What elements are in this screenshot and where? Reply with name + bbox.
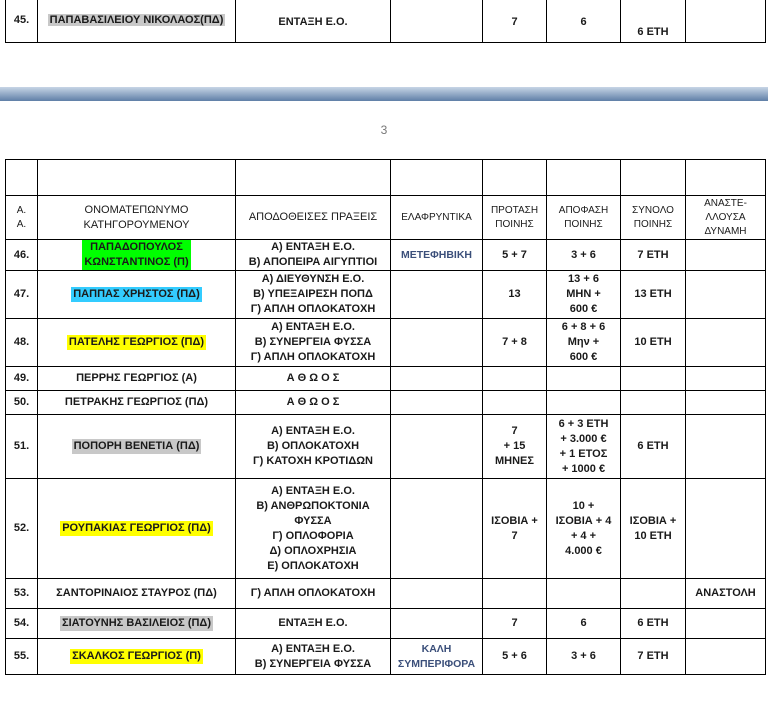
decided-penalty-line: 13 + 6	[568, 273, 599, 285]
total-penalty-cell	[621, 579, 686, 609]
proposed-penalty-cell	[483, 271, 547, 319]
total-penalty-line: ΙΣΟΒΙΑ +	[629, 514, 677, 527]
suspension-cell	[686, 0, 766, 43]
mitigation-cell	[391, 609, 483, 639]
decided-penalty-cell	[547, 271, 621, 319]
row-number-line: 49.	[13, 372, 30, 384]
acts-line: Β) ΑΠΟΠΕΙΡΑ ΑΙΓΥΠΤΙΟΙ	[248, 256, 378, 268]
mitigation-cell	[391, 579, 483, 609]
decided-penalty-line: Μην +	[567, 336, 600, 348]
row-number-cell	[6, 415, 38, 479]
header-name	[38, 196, 236, 240]
proposed-penalty-cell	[483, 579, 547, 609]
decided-penalty-line: 600 €	[569, 351, 598, 363]
decided-penalty-line: + 3.000 €	[560, 432, 607, 445]
mitigation-cell	[391, 240, 483, 271]
header-text: ΕΛΑΦΡΥΝΤΙΚΑ	[401, 211, 472, 223]
proposed-penalty-line: 5 + 6	[502, 650, 527, 662]
acts-line: Α) ΕΝΤΑΞΗ Ε.Ο.	[271, 241, 355, 253]
table-spacer-row	[6, 160, 766, 196]
acts-line: Γ) ΑΠΛΗ ΟΠΛΟΚΑΤΟΧΗ	[250, 303, 376, 315]
defendant-name: ΣΙΑΤΟΥΝΗΣ ΒΑΣΙΛΕΙΟΣ (ΠΔ)	[61, 617, 211, 629]
proposed-penalty-cell	[483, 639, 547, 675]
acts-line: Β) ΟΠΛΟΚΑΤΟΧΗ	[266, 440, 360, 452]
mitigation-line: ΣΥΜΠΕΡΙΦΟΡΑ	[397, 657, 476, 670]
defendant-name: ΠΑΤΕΛΗΣ ΓΕΩΡΓΙΟΣ (ΠΔ)	[68, 336, 205, 348]
defendant-name-cell	[38, 415, 236, 479]
total-penalty-line: 13 ΕΤΗ	[634, 288, 672, 300]
acts-cell	[236, 240, 391, 271]
proposed-penalty-line: 7	[511, 617, 518, 629]
table-row	[6, 240, 766, 271]
header-proposed-penalty	[483, 196, 547, 240]
defendant-name-cell	[38, 609, 236, 639]
header-text: ΠΡΟΤΑΣΗ	[490, 204, 539, 216]
defendant-name-cell	[38, 579, 236, 609]
suspension-cell	[686, 415, 766, 479]
acts-line: Β) ΑΝΘΡΩΠΟΚΤΟΝΙΑ	[256, 499, 370, 512]
header-number	[6, 196, 38, 240]
acts-cell	[236, 609, 391, 639]
acts-line: ΕΝΤΑΞΗ Ε.Ο.	[278, 617, 348, 629]
suspension-cell	[686, 319, 766, 367]
header-text: ΑΝΑΣΤΕ-	[704, 197, 747, 209]
decided-penalty-line: 6 + 8 + 6	[561, 321, 606, 333]
defendant-name: ΣΑΝΤΟΡΙΝΑΙΟΣ ΣΤΑΥΡΟΣ (ΠΔ)	[56, 587, 217, 599]
suspension-line: ΑΝΑΣΤΟΛΗ	[695, 587, 756, 599]
decided-penalty-cell	[547, 240, 621, 271]
decided-penalty-cell	[547, 415, 621, 479]
page-number: 3	[380, 123, 388, 137]
defendant-name: ΠΟΠΟΡΗ ΒΕΝΕΤΙΑ (ΠΔ)	[73, 440, 200, 452]
row-number-line: 53.	[13, 587, 30, 599]
header-text: ΠΟΙΝΗΣ	[564, 218, 603, 230]
acts-line: Β) ΣΥΝΕΡΓΕΙΑ ΦΥΣΣΑ	[254, 657, 372, 670]
suspension-cell	[686, 391, 766, 415]
acts-cell	[236, 391, 391, 415]
total-penalty-cell	[621, 240, 686, 271]
defendant-name: ΠΑΠΠΑΣ ΧΡΗΣΤΟΣ (ΠΔ)	[73, 288, 200, 300]
header-text: ΑΠΟΔΟΘΕΙΣΕΣ ΠΡΑΞΕΙΣ	[248, 211, 378, 223]
acts-line: Α) ΔΙΕΥΘΥΝΣΗ Ε.Ο.	[261, 273, 365, 285]
suspension-cell	[686, 479, 766, 579]
row-number-line: 48.	[13, 336, 30, 348]
defendant-name-cell	[38, 240, 236, 271]
table-row	[6, 367, 766, 391]
proposed-penalty-line: 7 + 8	[502, 336, 527, 348]
acts-cell	[236, 367, 391, 391]
total-penalty-line: 10 ΕΤΗ	[634, 336, 672, 348]
row-number-line: 50.	[13, 396, 30, 408]
acts-line: Α Θ Ω Ο Σ	[286, 372, 340, 384]
decided-penalty-line: + 1000 €	[561, 462, 606, 475]
decided-penalty-line: ΙΣΟΒΙΑ + 4	[555, 514, 612, 527]
empty-cell	[38, 160, 236, 196]
mitigation-cell	[391, 639, 483, 675]
proposed-penalty-line: 7	[511, 529, 518, 542]
acts-line: Ε) ΟΠΛΟΚΑΤΟΧΗ	[267, 559, 359, 572]
table-row	[6, 579, 766, 609]
header-text: ΑΠΟΦΑΣΗ	[558, 204, 609, 216]
total-penalty-cell	[621, 415, 686, 479]
defendants-table	[5, 159, 766, 675]
empty-cell	[236, 160, 391, 196]
defendant-name-cell	[38, 0, 236, 43]
acts-line: Γ) ΚΑΤΟΧΗ ΚΡΟΤΙΔΩΝ	[252, 455, 373, 467]
mitigation-cell	[391, 0, 483, 43]
header-text: ΠΟΙΝΗΣ	[633, 218, 673, 230]
defendant-name: ΠΕΤΡΑΚΗΣ ΓΕΩΡΓΙΟΣ (ΠΔ)	[64, 396, 209, 408]
total-penalty-line: 6 ΕΤΗ	[637, 617, 669, 629]
total-penalty-cell	[621, 271, 686, 319]
total-penalty-cell	[621, 609, 686, 639]
total-penalty-cell	[621, 367, 686, 391]
table-row	[6, 0, 766, 43]
header-mitigation	[391, 196, 483, 240]
header-total-penalty	[621, 196, 686, 240]
decided-penalty-line: 3 + 6	[571, 248, 596, 261]
row-number-cell	[6, 639, 38, 675]
defendant-name-cell	[38, 271, 236, 319]
row-number-cell	[6, 391, 38, 415]
defendant-name: ΠΑΠΑΒΑΣΙΛΕΙΟΥ ΝΙΚΟΛΑΟΣ(ΠΔ)	[49, 14, 224, 26]
header-text: Α.	[16, 218, 27, 230]
row-number-cell	[6, 271, 38, 319]
proposed-penalty-line: 7	[511, 425, 518, 437]
table-row	[6, 479, 766, 579]
acts-line: Γ) ΑΠΛΗ ΟΠΛΟΚΑΤΟΧΗ	[250, 587, 376, 599]
empty-cell	[621, 160, 686, 196]
decided-penalty-line: 4.000 €	[565, 544, 602, 557]
acts-line: Γ) ΟΠΛΟΦΟΡΙΑ	[272, 529, 354, 542]
empty-cell	[6, 160, 38, 196]
empty-cell	[686, 160, 766, 196]
decided-penalty-cell	[547, 579, 621, 609]
mitigation-line: ΜΕΤΕΦΗΒΙΚΗ	[400, 248, 473, 261]
row-number: 45.	[6, 0, 38, 43]
mitigation-cell	[391, 319, 483, 367]
proposed-penalty-line: ΜΗΝΕΣ	[495, 455, 534, 467]
row-number-line: 51.	[13, 440, 30, 452]
total-penalty-cell	[621, 0, 686, 43]
acts-line: Β) ΣΥΝΕΡΓΕΙΑ ΦΥΣΣΑ	[254, 336, 372, 348]
total-penalty-cell	[621, 319, 686, 367]
empty-cell	[547, 160, 621, 196]
decided-penalty-line: 6 + 3 ΕΤΗ	[558, 417, 609, 430]
row-number-line: 55.	[13, 650, 30, 662]
header-suspension	[686, 196, 766, 240]
defendant-name: ΠΑΠΑΔΟΠΟΥΛΟΣ ΚΩΝΣΤΑΝΤΙΝΟΣ (Π)	[84, 241, 189, 268]
table-body	[6, 240, 766, 675]
header-acts	[236, 196, 391, 240]
mitigation-cell	[391, 367, 483, 391]
header-text: ΔΥΝΑΜΗ	[704, 225, 747, 237]
mitigation-cell	[391, 271, 483, 319]
suspension-cell	[686, 579, 766, 609]
previous-page-table	[5, 0, 766, 43]
header-text: ΟΝΟΜΑΤΕΠΩΝΥΜΟ	[84, 203, 189, 216]
proposed-penalty-cell	[483, 240, 547, 271]
acts-line: Γ) ΑΠΛΗ ΟΠΛΟΚΑΤΟΧΗ	[250, 351, 376, 363]
proposed-penalty: 7	[511, 16, 518, 28]
defendant-name: ΠΕΡΡΗΣ ΓΕΩΡΓΙΟΣ (Α)	[76, 372, 197, 384]
table-row	[6, 271, 766, 319]
acts-line: ΦΥΣΣΑ	[294, 514, 332, 527]
header-decided-penalty	[547, 196, 621, 240]
decided-penalty-cell	[547, 391, 621, 415]
acts-line: Β) ΥΠΕΞΑΙΡΕΣΗ ΠΟΠΔ	[253, 288, 373, 300]
row-number-line: 47.	[13, 288, 30, 300]
decided-penalty-cell	[547, 0, 621, 43]
row-number-line: 52.	[13, 522, 30, 534]
table-row	[6, 609, 766, 639]
proposed-penalty-cell	[483, 609, 547, 639]
row-number-cell	[6, 367, 38, 391]
acts-line: Α) ΕΝΤΑΞΗ Ε.Ο.	[271, 642, 355, 655]
proposed-penalty-line: 13	[508, 288, 521, 300]
acts-line: Α) ΕΝΤΑΞΗ Ε.Ο.	[271, 484, 355, 497]
defendant-name-cell	[38, 479, 236, 579]
total-penalty-cell	[621, 479, 686, 579]
acts-line: Α) ΕΝΤΑΞΗ Ε.Ο.	[271, 321, 355, 333]
row-number-cell	[6, 319, 38, 367]
decided-penalty: 6	[580, 16, 587, 28]
proposed-penalty-cell	[483, 319, 547, 367]
acts-line: Δ) ΟΠΛΟΧΡΗΣΙΑ	[269, 544, 357, 557]
suspension-cell	[686, 367, 766, 391]
decided-penalty-cell	[547, 609, 621, 639]
decided-penalty-line: ΜΗΝ +	[566, 288, 601, 300]
total-penalty-cell	[621, 391, 686, 415]
header-text: ΛΛΟΥΣΑ	[705, 211, 746, 223]
proposed-penalty-cell	[483, 367, 547, 391]
row-number-line: 54.	[13, 617, 30, 629]
acts-cell	[236, 0, 391, 43]
acts-cell	[236, 579, 391, 609]
total-penalty-line: 6 ΕΤΗ	[637, 440, 669, 452]
acts-line: Α) ΕΝΤΑΞΗ Ε.Ο.	[271, 425, 355, 437]
acts-cell	[236, 271, 391, 319]
decided-penalty-line: + 1 ΕΤΟΣ	[559, 447, 608, 460]
empty-cell	[391, 160, 483, 196]
suspension-cell	[686, 609, 766, 639]
defendant-name-cell	[38, 639, 236, 675]
row-number-cell	[6, 609, 38, 639]
decided-penalty-line: 3 + 6	[571, 650, 596, 662]
table-row	[6, 415, 766, 479]
table-row	[6, 639, 766, 675]
total-penalty-line: 7 ΕΤΗ	[637, 650, 669, 662]
row-number-line: 46.	[13, 248, 30, 261]
header-text: ΣΥΝΟΛΟ	[632, 204, 674, 216]
row-number-cell	[6, 240, 38, 271]
proposed-penalty-cell	[483, 415, 547, 479]
total-penalty-line: 7 ΕΤΗ	[637, 248, 669, 261]
empty-cell	[483, 160, 547, 196]
decided-penalty-cell	[547, 367, 621, 391]
proposed-penalty-line: + 15	[503, 440, 526, 452]
table-header-row	[6, 196, 766, 240]
header-text: ΠΟΙΝΗΣ	[495, 218, 534, 230]
header-text: Α.	[16, 204, 27, 216]
proposed-penalty-line: 5 + 7	[502, 248, 527, 261]
proposed-penalty-line: ΙΣΟΒΙΑ +	[491, 514, 538, 527]
decided-penalty-line: 10 +	[572, 499, 595, 512]
table-row	[6, 391, 766, 415]
table-row	[6, 319, 766, 367]
proposed-penalty-cell	[483, 391, 547, 415]
proposed-penalty-cell	[483, 0, 547, 43]
acts-line: Α Θ Ω Ο Σ	[286, 396, 340, 408]
decided-penalty-cell	[547, 639, 621, 675]
mitigation-line: ΚΑΛΗ	[421, 642, 452, 655]
page-break-bar	[0, 87, 768, 101]
defendant-name: ΡΟΥΠΑΚΙΑΣ ΓΕΩΡΓΙΟΣ (ΠΔ)	[62, 522, 211, 534]
decided-penalty-line: + 4 +	[570, 529, 597, 542]
mitigation-cell	[391, 415, 483, 479]
acts-text: ΕΝΤΑΞΗ Ε.Ο.	[278, 16, 348, 28]
row-number-cell	[6, 579, 38, 609]
mitigation-cell	[391, 479, 483, 579]
suspension-cell	[686, 639, 766, 675]
header-text: ΚΑΤΗΓΟΡΟΥΜΕΝΟΥ	[83, 218, 190, 231]
total-penalty-cell	[621, 639, 686, 675]
defendant-name-cell	[38, 367, 236, 391]
acts-cell	[236, 479, 391, 579]
proposed-penalty-cell	[483, 479, 547, 579]
decided-penalty-cell	[547, 479, 621, 579]
decided-penalty-line: 600 €	[569, 303, 598, 315]
total-penalty: 6 ΕΤΗ	[637, 26, 669, 38]
row-number-cell	[6, 479, 38, 579]
acts-cell	[236, 319, 391, 367]
defendant-name-cell	[38, 391, 236, 415]
defendant-name: ΣΚΑΛΚΟΣ ΓΕΩΡΓΙΟΣ (Π)	[72, 650, 201, 662]
acts-cell	[236, 415, 391, 479]
suspension-cell	[686, 271, 766, 319]
mitigation-cell	[391, 391, 483, 415]
decided-penalty-cell	[547, 319, 621, 367]
acts-cell	[236, 639, 391, 675]
suspension-cell	[686, 240, 766, 271]
defendant-name-cell	[38, 319, 236, 367]
decided-penalty-line: 6	[580, 617, 587, 629]
total-penalty-line: 10 ΕΤΗ	[634, 529, 672, 542]
